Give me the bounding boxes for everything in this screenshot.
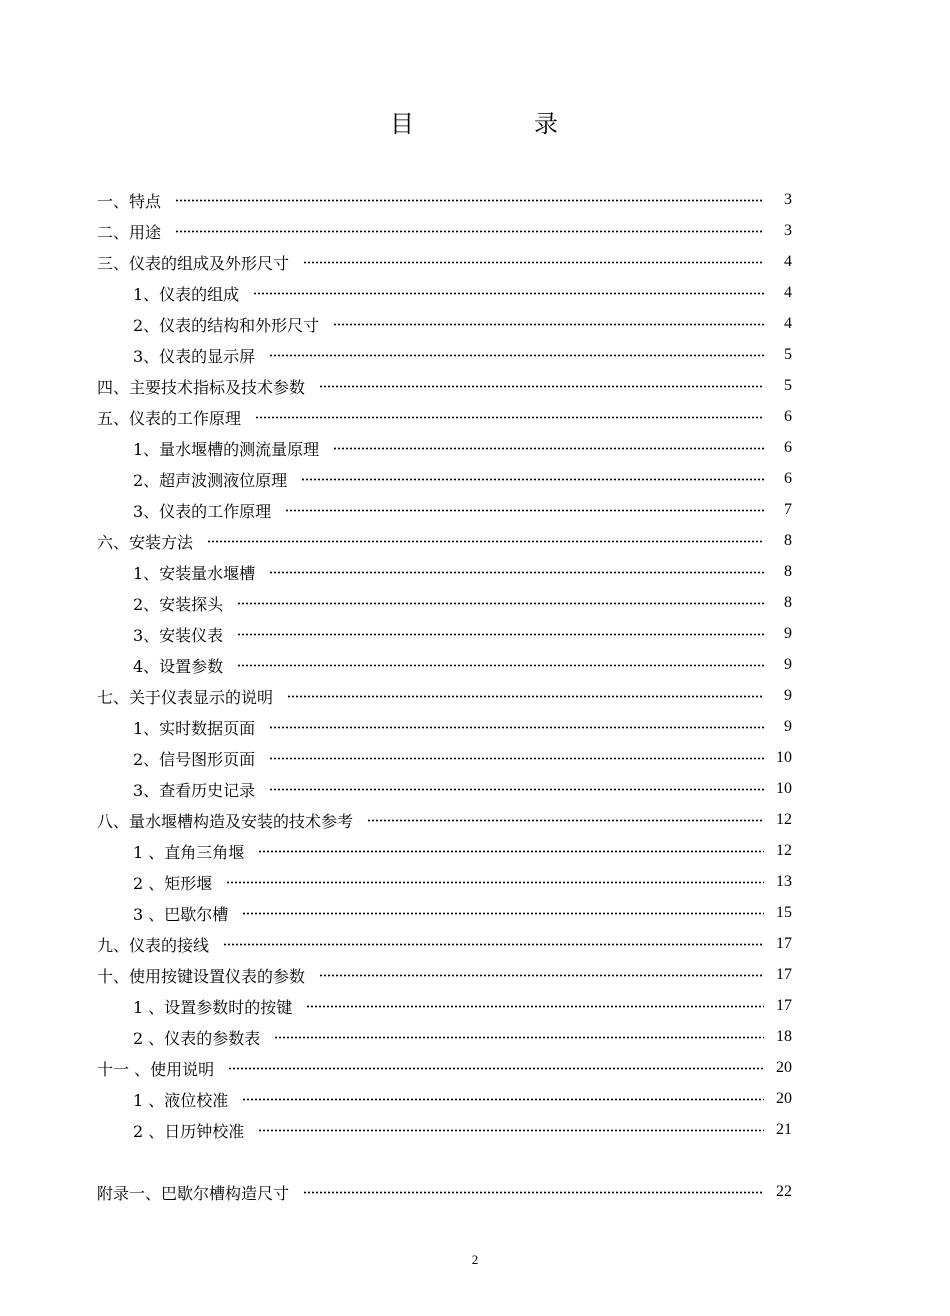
toc-dot-leader bbox=[237, 664, 764, 667]
toc-entry-page: 12 bbox=[776, 811, 792, 828]
toc-entry[interactable] bbox=[0, 495, 950, 526]
toc-entry[interactable] bbox=[0, 1053, 950, 1084]
toc-entry-label: 六、安装方法 bbox=[97, 530, 193, 553]
toc-entry-label: 1 、直角三角堰 bbox=[133, 840, 244, 863]
toc-entry[interactable] bbox=[0, 402, 950, 433]
toc-entry[interactable] bbox=[0, 1022, 950, 1053]
toc-entry-page: 17 bbox=[776, 966, 792, 983]
toc-dot-leader bbox=[303, 1191, 764, 1194]
page-title bbox=[0, 104, 950, 138]
toc-entry-label: 1、实时数据页面 bbox=[133, 716, 255, 739]
toc-entry-page: 21 bbox=[776, 1121, 792, 1138]
toc-entry-page: 20 bbox=[776, 1059, 792, 1076]
toc-dot-leader bbox=[242, 912, 764, 915]
toc-entry-label: 三、仪表的组成及外形尺寸 bbox=[97, 251, 289, 274]
page-number: 2 bbox=[471, 1252, 479, 1267]
toc-entry-page: 20 bbox=[776, 1090, 792, 1107]
toc-entry[interactable] bbox=[0, 216, 950, 247]
toc-entry[interactable] bbox=[0, 526, 950, 557]
toc-entry-page: 3 bbox=[784, 222, 792, 239]
toc-entry[interactable] bbox=[0, 557, 950, 588]
toc-entry-page: 6 bbox=[784, 439, 792, 456]
toc-entry-label: 十、使用按键设置仪表的参数 bbox=[97, 964, 305, 987]
toc-dot-leader bbox=[319, 385, 764, 388]
toc-entry[interactable] bbox=[0, 185, 950, 216]
toc-entry-label: 1、安装量水堰槽 bbox=[133, 561, 255, 584]
toc-dot-leader bbox=[301, 478, 764, 481]
toc-entry[interactable] bbox=[0, 898, 950, 929]
toc-dot-leader bbox=[175, 199, 764, 202]
toc-dot-leader bbox=[253, 292, 764, 295]
toc-dot-leader bbox=[226, 881, 764, 884]
toc-dot-leader bbox=[269, 788, 764, 791]
title-char-1: 目 bbox=[390, 110, 414, 138]
toc-entry-label: 1 、设置参数时的按键 bbox=[133, 995, 292, 1018]
toc-entry-label: 附录一、巴歇尔槽构造尺寸 bbox=[97, 1181, 289, 1204]
toc-entry-page: 12 bbox=[776, 842, 792, 859]
toc-entry-label: 1、仪表的组成 bbox=[133, 282, 239, 305]
toc-entry[interactable] bbox=[0, 309, 950, 340]
toc-entry-label: 一、特点 bbox=[97, 189, 161, 212]
toc-dot-leader bbox=[223, 943, 764, 946]
toc-dot-leader bbox=[255, 416, 764, 419]
toc-dot-leader bbox=[269, 571, 764, 574]
toc-entry-page: 9 bbox=[784, 625, 792, 642]
toc-entry-page: 10 bbox=[776, 749, 792, 766]
toc-entry-page: 9 bbox=[784, 656, 792, 673]
toc-dot-leader bbox=[333, 447, 764, 450]
toc-entry-page: 18 bbox=[776, 1028, 792, 1045]
toc-entry-label: 2、仪表的结构和外形尺寸 bbox=[133, 313, 319, 336]
title-char-2: 录 bbox=[534, 110, 558, 138]
toc-entry-label: 四、主要技术指标及技术参数 bbox=[97, 375, 305, 398]
toc-entry-label: 1 、液位校准 bbox=[133, 1088, 228, 1111]
toc-entry-label: 3、安装仪表 bbox=[133, 623, 223, 646]
toc-entry[interactable] bbox=[0, 1177, 950, 1208]
toc-entry-label: 2 、日历钟校准 bbox=[133, 1119, 244, 1142]
toc-entry[interactable] bbox=[0, 278, 950, 309]
toc-entry[interactable] bbox=[0, 743, 950, 774]
toc-entry-label: 2、安装探头 bbox=[133, 592, 223, 615]
toc-entry-page: 3 bbox=[784, 191, 792, 208]
toc-entry[interactable] bbox=[0, 991, 950, 1022]
toc-entry-label: 二、用途 bbox=[97, 220, 161, 243]
toc-entry[interactable] bbox=[0, 1084, 950, 1115]
toc-dot-leader bbox=[237, 602, 764, 605]
toc-entry-page: 10 bbox=[776, 780, 792, 797]
toc-entry-page: 8 bbox=[784, 532, 792, 549]
toc-entry-page: 17 bbox=[776, 935, 792, 952]
toc-entry-label: 3 、巴歇尔槽 bbox=[133, 902, 228, 925]
toc-entry-label: 八、量水堰槽构造及安装的技术参考 bbox=[97, 809, 353, 832]
toc-entry-page: 4 bbox=[784, 253, 792, 270]
toc-entry-page: 5 bbox=[784, 377, 792, 394]
toc-entry-page: 9 bbox=[784, 718, 792, 735]
toc-dot-leader bbox=[274, 1036, 764, 1039]
toc-entry[interactable] bbox=[0, 929, 950, 960]
toc-entry-label: 七、关于仪表显示的说明 bbox=[97, 685, 273, 708]
toc-entry-page: 7 bbox=[784, 501, 792, 518]
toc-entry[interactable] bbox=[0, 867, 950, 898]
toc-entry-label: 3、仪表的显示屏 bbox=[133, 344, 255, 367]
toc-entry-label: 五、仪表的工作原理 bbox=[97, 406, 241, 429]
toc-dot-leader bbox=[367, 819, 764, 822]
toc-entry-page: 15 bbox=[776, 904, 792, 921]
toc-entry[interactable] bbox=[0, 681, 950, 712]
toc-dot-leader bbox=[333, 323, 764, 326]
toc-entry-label: 3、查看历史记录 bbox=[133, 778, 255, 801]
toc-entry[interactable] bbox=[0, 960, 950, 991]
toc-entry[interactable] bbox=[0, 340, 950, 371]
toc-dot-leader bbox=[303, 261, 764, 264]
toc-entry[interactable] bbox=[0, 650, 950, 681]
toc-dot-leader bbox=[175, 230, 764, 233]
toc-entry-label: 2、超声波测液位原理 bbox=[133, 468, 287, 491]
toc-entry-page: 9 bbox=[784, 687, 792, 704]
toc-entry-page: 8 bbox=[784, 594, 792, 611]
toc-entry[interactable] bbox=[0, 588, 950, 619]
toc-entry-label: 九、仪表的接线 bbox=[97, 933, 209, 956]
toc-entry[interactable] bbox=[0, 805, 950, 836]
toc-dot-leader bbox=[228, 1067, 764, 1070]
toc-entry-page: 8 bbox=[784, 563, 792, 580]
toc-entry[interactable] bbox=[0, 619, 950, 650]
toc-dot-leader bbox=[269, 354, 764, 357]
toc-dot-leader bbox=[207, 540, 764, 543]
toc-dot-leader bbox=[287, 695, 764, 698]
toc-entry-label: 1、量水堰槽的测流量原理 bbox=[133, 437, 319, 460]
toc-dot-leader bbox=[306, 1005, 764, 1008]
toc-entry-page: 4 bbox=[784, 315, 792, 332]
toc-entry[interactable] bbox=[0, 433, 950, 464]
toc-entry-page: 13 bbox=[776, 873, 792, 890]
toc-dot-leader bbox=[285, 509, 764, 512]
toc-dot-leader bbox=[269, 757, 764, 760]
toc-entry-label: 2 、矩形堰 bbox=[133, 871, 212, 894]
toc-entry[interactable] bbox=[0, 371, 950, 402]
toc-entry-label: 3、仪表的工作原理 bbox=[133, 499, 271, 522]
toc-entry-page: 5 bbox=[784, 346, 792, 363]
toc-entry-page: 17 bbox=[776, 997, 792, 1014]
toc-entry-page: 22 bbox=[776, 1183, 792, 1200]
toc-entry-page: 6 bbox=[784, 470, 792, 487]
toc-entry[interactable] bbox=[0, 836, 950, 867]
toc-dot-leader bbox=[258, 1129, 764, 1132]
toc-dot-leader bbox=[319, 974, 764, 977]
toc-entry[interactable] bbox=[0, 1115, 950, 1146]
toc-dot-leader bbox=[237, 633, 764, 636]
toc-entry-page: 6 bbox=[784, 408, 792, 425]
toc-entry[interactable] bbox=[0, 712, 950, 743]
toc-entry[interactable] bbox=[0, 774, 950, 805]
toc-entry-label: 4、设置参数 bbox=[133, 654, 223, 677]
toc-dot-leader bbox=[269, 726, 764, 729]
toc-entry-label: 2、信号图形页面 bbox=[133, 747, 255, 770]
toc-entry-page: 4 bbox=[784, 284, 792, 301]
toc-entry[interactable] bbox=[0, 247, 950, 278]
toc-entry-label: 2 、仪表的参数表 bbox=[133, 1026, 260, 1049]
toc-dot-leader bbox=[242, 1098, 764, 1101]
toc-entry-label: 十一 、使用说明 bbox=[97, 1057, 214, 1080]
toc-entry[interactable] bbox=[0, 464, 950, 495]
toc-dot-leader bbox=[258, 850, 764, 853]
